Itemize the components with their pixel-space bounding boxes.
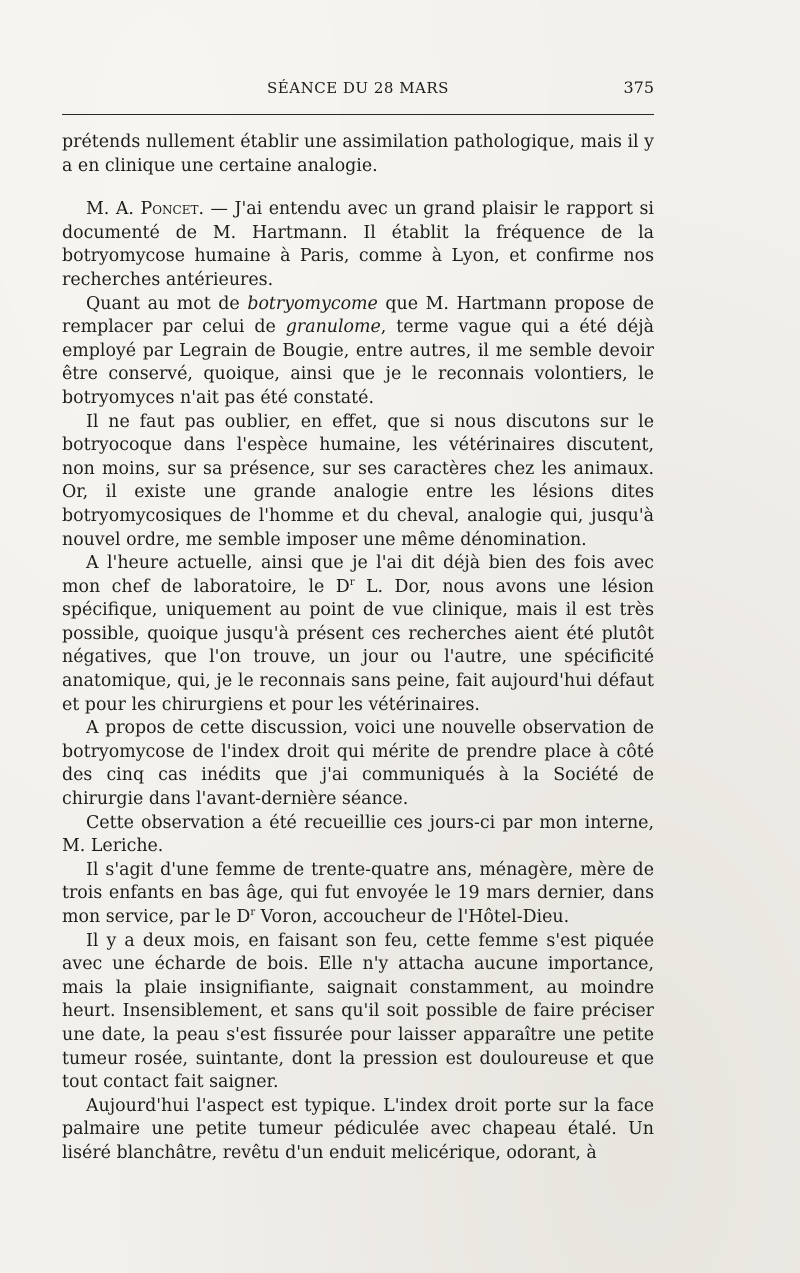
superscript: r: [250, 907, 256, 919]
running-title: SÉANCE DU 28 MARS: [267, 79, 449, 97]
paragraph-text: Il ne faut pas oublier, en effet, que si nous discutons sur le botryocoque dans l'espèce humaine, les vétérinaires discutent, non moins, sur sa présence, sur ses caractères chez les animaux. Or, il existe une grande analogie entre les lésions dites botryomycosiques de l'homme et du cheval, analogie qui, jusqu'à nouvel ordre, me semble imposer une même dénomination.: [62, 411, 654, 550]
paragraph-text: Voron, accoucheur de l'Hôtel-Dieu.: [255, 907, 570, 927]
paragraph-intern: [62, 812, 654, 859]
paragraph-text: A propos de cette discussion, voici une nouvelle observation de botryomycose de l'index droit qui mérite de prendre place à côté des cinq cas inédits que j'ai communiqués à la Société de chirurgie dans l'avant-dernière séance.: [62, 718, 654, 810]
paragraph-text: Il s'agit d'une femme de trente-quatre ans, ménagère, mère de trois enfants en bas âge, qui fut envoyée le 19 mars dernier, dans mon service, par le D: [62, 859, 654, 927]
body-text: [62, 131, 654, 1166]
paragraph-poncet-intro: [62, 198, 654, 292]
paragraph-text: — J'ai entendu avec un grand plaisir le rapport si documenté de M. Hartmann. Il établit la fréquence de la botryomycose humaine à Paris, comme à Lyon, et confirme nos recherches antérieures.: [62, 199, 654, 290]
paragraph-text: prétends nullement établir une assimilation pathologique, mais il y a en clinique une certaine analogie.: [62, 132, 654, 176]
italic-term: granulome: [285, 317, 381, 338]
paragraph-continuation: [62, 131, 654, 178]
paragraph-veterinary: [62, 411, 654, 553]
paragraph-text: A l'heure actuelle, ainsi que je l'ai dit déjà bien des fois avec mon chef de laboratoire, le D: [62, 553, 654, 597]
superscript: r: [349, 576, 355, 588]
paragraph-text: Il y a deux mois, en faisant son feu, cette femme s'est piquée avec une écharde de bois. Elle n'y attacha aucune importance, mais la plaie insignifiante, saignait constamment, au moindre heurt. Insensiblement, et sans qu'il soit possible de faire préciser une date, la peau s'est fissurée pour laisser apparaître une petite tumeur rosée, suintante, dont la pression est douloureuse et que tout contact fait saigner.: [62, 930, 654, 1093]
paragraph-aspect: [62, 1095, 654, 1166]
page-number: 375: [623, 78, 654, 97]
paragraph-laboratory: [62, 552, 654, 717]
paragraph-history: [62, 930, 654, 1095]
paragraph-text: L. Dor, nous avons une lésion spécifique, uniquement au point de vue clinique, mais il est très possible, quoique jusqu'à présent ces recherches aient été plutôt négatives, que l'on trouve, un jour ou l'autre, une spécificité anatomique, qui, je le reconnais sans peine, fait aujourd'hui défaut et pour les chirurgiens et pour les vétérinaires.: [62, 576, 654, 715]
running-head: [62, 76, 654, 100]
italic-term: botryomycome: [247, 293, 378, 314]
paragraph-patient: [62, 859, 654, 930]
paragraph-text: Quant au mot de: [86, 293, 248, 314]
paragraph-text: Aujourd'hui l'aspect est typique. L'index droit porte sur la face palmaire une petite tumeur pédiculée avec chapeau étalé. Un liséré blanchâtre, revêtu d'un enduit melicérique, odorant, à: [62, 1095, 654, 1163]
paragraph-text: , terme vague qui a été déjà employé par Legrain de Bougie, entre autres, il me semble devoir être conservé, quoique, ainsi que je le reconnais volontiers, le botryomyces n'ait pas été constaté.: [62, 317, 654, 408]
paragraph-observation: [62, 717, 654, 811]
paragraph-text: que M. Hartmann propose de remplacer par celui de: [62, 293, 654, 338]
paragraph-terminology: [62, 293, 654, 411]
speaker-name: M. A. Poncet.: [86, 199, 205, 220]
paragraph-text: Cette observation a été recueillie ces jours-ci par mon interne, M. Leriche.: [62, 812, 654, 857]
header-rule: [62, 114, 654, 115]
